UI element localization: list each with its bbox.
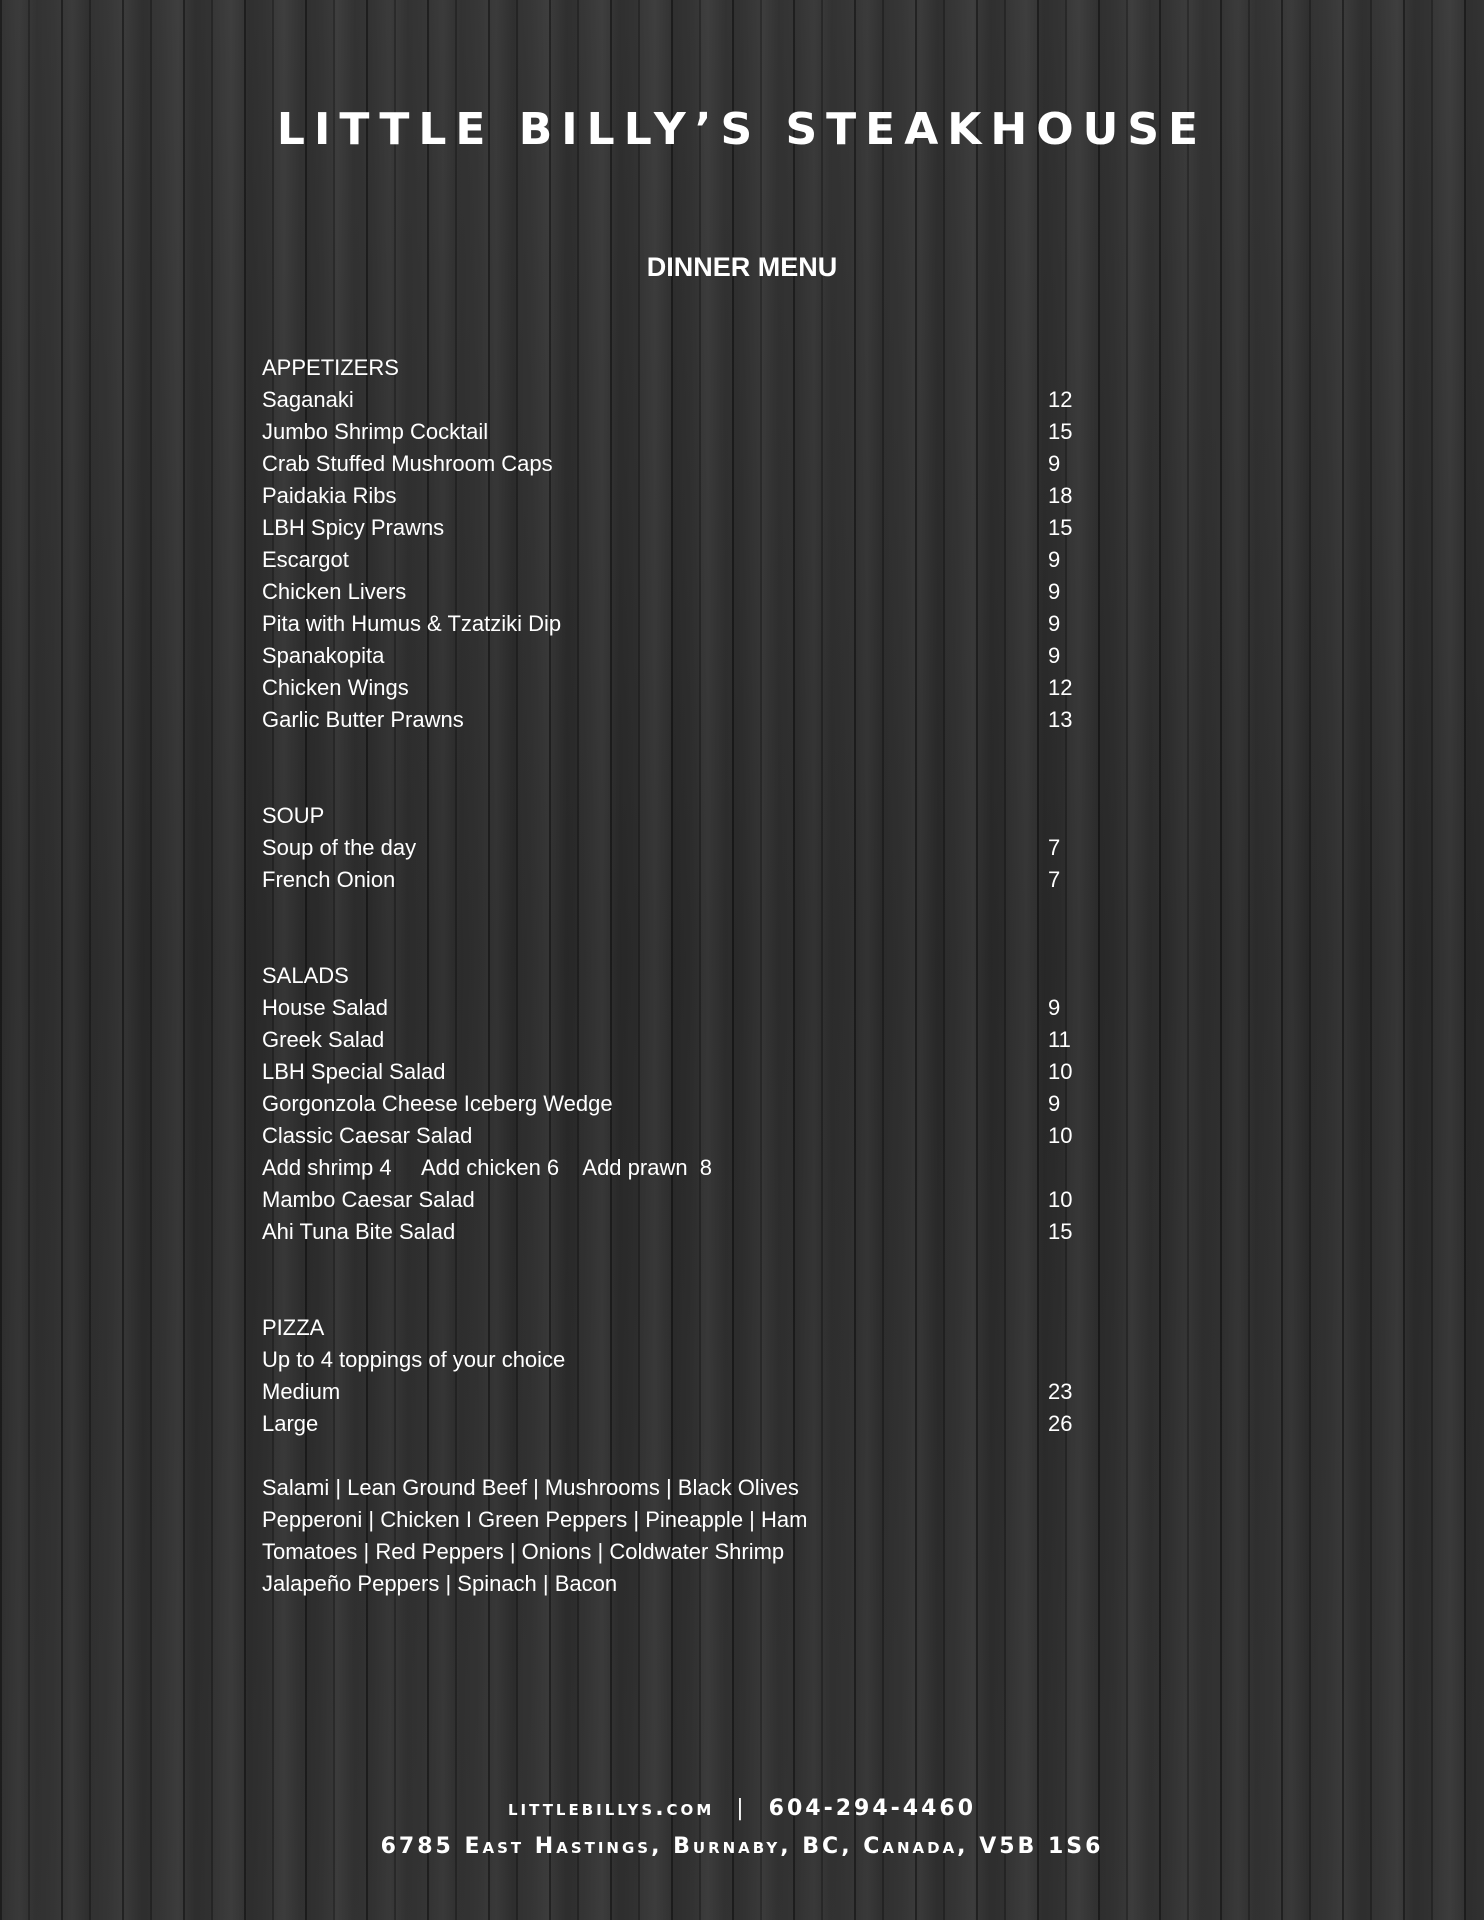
item-price: 10 xyxy=(1048,1187,1073,1212)
menu-item xyxy=(262,384,1162,416)
pizza-toppings-line: Pepperoni | Chicken I Green Peppers | Pineapple | Ham xyxy=(262,1507,808,1532)
item-price: 9 xyxy=(1048,643,1061,668)
menu-item xyxy=(262,672,1162,704)
item-name: LBH Spicy Prawns xyxy=(262,515,445,540)
item-price: 15 xyxy=(1048,1219,1073,1244)
item-name: Garlic Butter Prawns xyxy=(262,707,464,732)
menu-item xyxy=(262,864,1162,896)
section-spacer xyxy=(262,736,1162,800)
pizza-toppings-line: Tomatoes | Red Peppers | Onions | Coldwater Shrimp xyxy=(262,1539,785,1564)
addons-text: Add shrimp 4 Add chicken 6 Add prawn 8 xyxy=(262,1155,713,1180)
item-name: French Onion xyxy=(262,867,396,892)
salad-addons xyxy=(262,1152,1162,1184)
item-price: 7 xyxy=(1048,867,1061,892)
item-price: 10 xyxy=(1048,1123,1073,1148)
section-heading-pizza: PIZZA xyxy=(262,1315,325,1340)
item-price: 9 xyxy=(1048,579,1061,604)
menu-item xyxy=(262,416,1162,448)
item-name: Chicken Livers xyxy=(262,579,407,604)
item-name: Classic Caesar Salad xyxy=(262,1123,473,1148)
item-name: Saganaki xyxy=(262,387,354,412)
item-name: Spanakopita xyxy=(262,643,385,668)
menu-item xyxy=(262,448,1162,480)
menu-item xyxy=(262,1376,1162,1408)
item-name: Soup of the day xyxy=(262,835,417,860)
item-name: Greek Salad xyxy=(262,1027,385,1052)
item-price: 11 xyxy=(1048,1027,1071,1052)
item-price: 13 xyxy=(1048,707,1073,732)
item-name: Gorgonzola Cheese Iceberg Wedge xyxy=(262,1091,613,1116)
item-name: House Salad xyxy=(262,995,388,1020)
item-name: Paidakia Ribs xyxy=(262,483,397,508)
pizza-toppings-line: Salami | Lean Ground Beef | Mushrooms | Black Olives xyxy=(262,1475,799,1500)
menu-title: DINNER MENU xyxy=(646,252,838,282)
section-spacer xyxy=(262,1440,1162,1472)
item-price: 12 xyxy=(1048,675,1073,700)
item-name: Escargot xyxy=(262,547,349,572)
menu-item xyxy=(262,1088,1162,1120)
menu-item xyxy=(262,832,1162,864)
item-price: 9 xyxy=(1048,611,1061,636)
item-name: Jumbo Shrimp Cocktail xyxy=(262,419,489,444)
item-name: Chicken Wings xyxy=(262,675,409,700)
section-heading-soup: SOUP xyxy=(262,803,325,828)
item-name: Pita with Humus & Tzatziki Dip xyxy=(262,611,562,636)
item-name: Ahi Tuna Bite Salad xyxy=(262,1219,456,1244)
menu-item xyxy=(262,704,1162,736)
menu-item xyxy=(262,544,1162,576)
menu-item xyxy=(262,1024,1162,1056)
menu-item xyxy=(262,992,1162,1024)
section-heading-salads: SALADS xyxy=(262,963,349,988)
menu-item xyxy=(262,480,1162,512)
item-name: Large xyxy=(262,1411,319,1436)
website-link[interactable]: littlebillys.com xyxy=(507,1796,715,1821)
menu-item xyxy=(262,576,1162,608)
item-price: 9 xyxy=(1048,1091,1061,1116)
item-price: 10 xyxy=(1048,1059,1073,1084)
section-spacer xyxy=(262,1248,1162,1312)
item-price: 18 xyxy=(1048,483,1073,508)
restaurant-name: LITTLE BILLY’S STEAKHOUSE xyxy=(276,104,1208,155)
item-name: Mambo Caesar Salad xyxy=(262,1187,475,1212)
item-price: 9 xyxy=(1048,547,1061,572)
menu-item xyxy=(262,512,1162,544)
menu-body xyxy=(262,352,1162,1600)
item-price: 26 xyxy=(1048,1411,1073,1436)
item-price: 9 xyxy=(1048,995,1061,1020)
item-price: 15 xyxy=(1048,419,1073,444)
item-price: 9 xyxy=(1048,451,1061,476)
footer-address: 6785 East Hastings, Burnaby, BC, Canada, V5B 1S6 xyxy=(380,1834,1104,1859)
item-name: Crab Stuffed Mushroom Caps xyxy=(262,451,553,476)
menu-item xyxy=(262,1184,1162,1216)
item-name: LBH Special Salad xyxy=(262,1059,446,1084)
menu-item xyxy=(262,640,1162,672)
pizza-toppings-line: Jalapeño Peppers | Spinach | Bacon xyxy=(262,1571,618,1596)
item-price: 15 xyxy=(1048,515,1073,540)
menu-item xyxy=(262,1216,1162,1248)
item-name: Medium xyxy=(262,1379,341,1404)
section-spacer xyxy=(262,896,1162,960)
item-price: 23 xyxy=(1048,1379,1073,1404)
phone-number[interactable]: 604-294-4460 xyxy=(768,1796,977,1821)
footer-separator: | xyxy=(736,1796,747,1821)
menu-item xyxy=(262,1408,1162,1440)
item-price: 12 xyxy=(1048,387,1073,412)
menu-item xyxy=(262,608,1162,640)
item-price: 7 xyxy=(1048,835,1061,860)
menu-item xyxy=(262,1056,1162,1088)
pizza-note: Up to 4 toppings of your choice xyxy=(262,1347,566,1372)
footer-contact xyxy=(0,1796,1484,1821)
menu-item xyxy=(262,1120,1162,1152)
section-heading-appetizers: APPETIZERS xyxy=(262,355,399,380)
